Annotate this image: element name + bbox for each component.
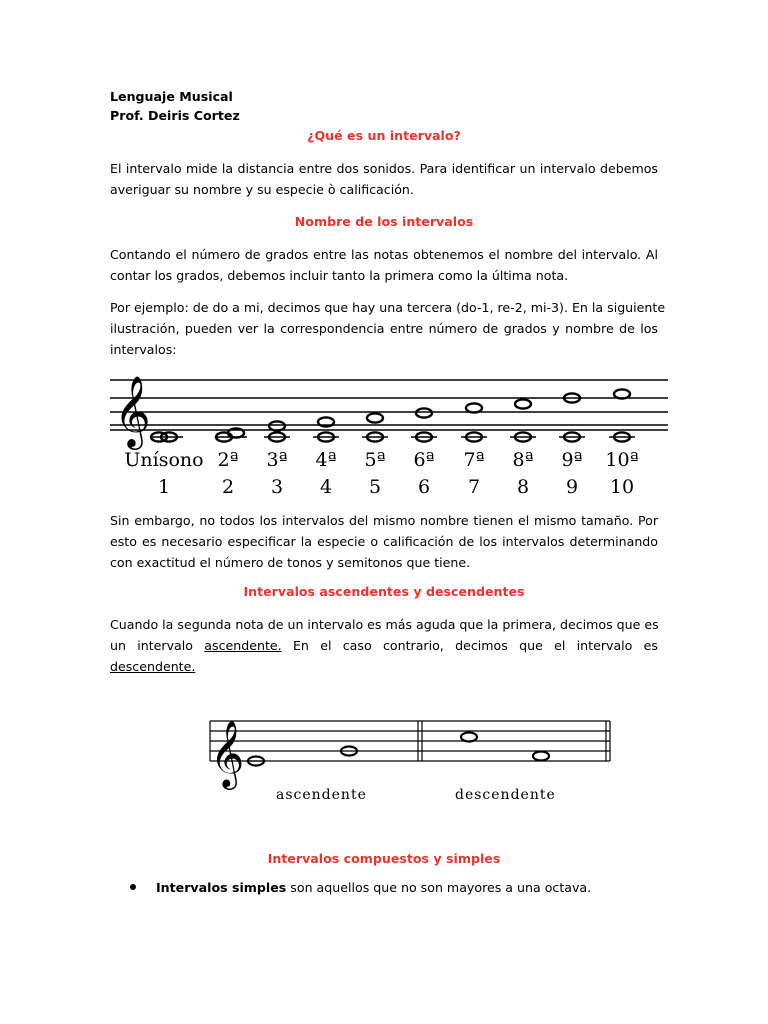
heading-direction: Intervalos ascendentes y descendentes xyxy=(243,584,525,599)
bullet-icon xyxy=(130,884,136,890)
names-paragraph-2 xyxy=(110,297,666,360)
interval-names xyxy=(124,449,638,471)
interval-name-label: 8ª xyxy=(512,449,534,471)
interval-name-label: 10ª xyxy=(605,449,639,471)
names-p2-line-1: Por ejemplo: de do a mi, decimos que hay una tercera (do-1, re-2, mi-3). En la siguiente xyxy=(110,300,666,315)
descending-notes xyxy=(461,733,549,761)
teacher-name: Prof. Deiris Cortez xyxy=(110,108,240,123)
term-ascendente: ascendente. xyxy=(204,638,282,653)
direction-line-2 xyxy=(110,635,658,656)
names-p3-line-1: Sin embargo, no todos los intervalos del mismo nombre tienen el mismo tamaño. Por xyxy=(110,513,658,528)
page-title: ¿Qué es un intervalo? xyxy=(307,128,461,143)
interval-name-label: 7ª xyxy=(463,449,485,471)
note-upper xyxy=(269,421,285,430)
term-descendente: descendente. xyxy=(110,659,196,674)
treble-clef-icon: 𝄞 xyxy=(114,374,151,447)
note-upper xyxy=(614,389,630,398)
direction-line-2a: un intervalo xyxy=(110,638,193,653)
bullet-term: Intervalos simples xyxy=(156,880,287,895)
direction-staff-lines xyxy=(210,721,610,761)
interval-number-label: 7 xyxy=(467,476,481,498)
intro-line-2: averiguar su nombre y su especie ò calificación. xyxy=(110,182,414,197)
intro-line-1: El intervalo mide la distancia entre dos sonidos. Para identificar un intervalo debemos xyxy=(110,161,658,176)
note-upper xyxy=(367,413,383,422)
interval-number-label: 5 xyxy=(368,476,382,498)
interval-name-label: 5ª xyxy=(364,449,386,471)
direction-line-1: Cuando la segunda nota de un intervalo es más aguda que la primera, decimos que es xyxy=(110,617,659,632)
interval-number-label: 1 xyxy=(157,476,171,498)
treble-clef-icon-2: 𝄞 xyxy=(210,719,245,787)
interval-number-label: 9 xyxy=(565,476,579,498)
interval-staff-figure xyxy=(110,362,670,502)
direction-line-3 xyxy=(110,656,658,677)
names-p1-line-2: contar los grados, debemos incluir tanto la primera como la última nota. xyxy=(110,268,569,283)
interval-number-label: 3 xyxy=(270,476,284,498)
heading-compound: Intervalos compuestos y simples xyxy=(267,851,501,866)
note-upper xyxy=(416,408,432,417)
interval-number-label: 6 xyxy=(417,476,431,498)
label-ascendente: ascendente xyxy=(276,787,367,803)
bullet-item xyxy=(156,877,591,898)
interval-numbers xyxy=(158,476,634,498)
names-p3-line-2: esto es necesario especificar la especie o calificación de los intervalos determinando xyxy=(110,534,658,549)
staff-lines xyxy=(110,380,668,430)
interval-name-label: Unísono xyxy=(124,449,204,471)
names-paragraph-1 xyxy=(110,244,658,286)
interval-number-label: 2 xyxy=(221,476,235,498)
interval-number-label: 10 xyxy=(609,476,635,498)
names-p2-line-2: ilustración, pueden ver la correspondencia entre número de grados y nombre de los xyxy=(110,321,658,336)
note-upper xyxy=(515,399,531,408)
interval-name-label: 4ª xyxy=(315,449,337,471)
interval-name-label: 3ª xyxy=(266,449,288,471)
interval-number-label: 8 xyxy=(516,476,530,498)
interval-name-label: 6ª xyxy=(413,449,435,471)
ascending-notes xyxy=(246,747,357,766)
names-p3-line-3: con exactitud el número de tonos y semitonos que tiene. xyxy=(110,555,471,570)
direction-line-2b: En el caso contrario, decimos que el intervalo es xyxy=(292,638,658,653)
interval-name-label: 2ª xyxy=(217,449,239,471)
intro-paragraph xyxy=(110,158,658,200)
course-title: Lenguaje Musical xyxy=(110,89,233,104)
heading-interval-names: Nombre de los intervalos xyxy=(294,214,474,229)
names-p1-line-1: Contando el número de grados entre las notas obtenemos el nombre del intervalo. Al xyxy=(110,247,658,262)
direction-staff-figure xyxy=(200,705,620,815)
interval-notes xyxy=(151,389,635,441)
names-paragraph-3 xyxy=(110,510,658,573)
direction-paragraph xyxy=(110,614,658,677)
interval-name-label: 9ª xyxy=(561,449,583,471)
interval-number-label: 4 xyxy=(319,476,333,498)
names-p2-line-3: intervalos: xyxy=(110,342,177,357)
note-upper xyxy=(466,403,482,412)
label-descendente: descendente xyxy=(455,787,556,803)
bullet-text: son aquellos que no son mayores a una octava. xyxy=(286,880,592,895)
